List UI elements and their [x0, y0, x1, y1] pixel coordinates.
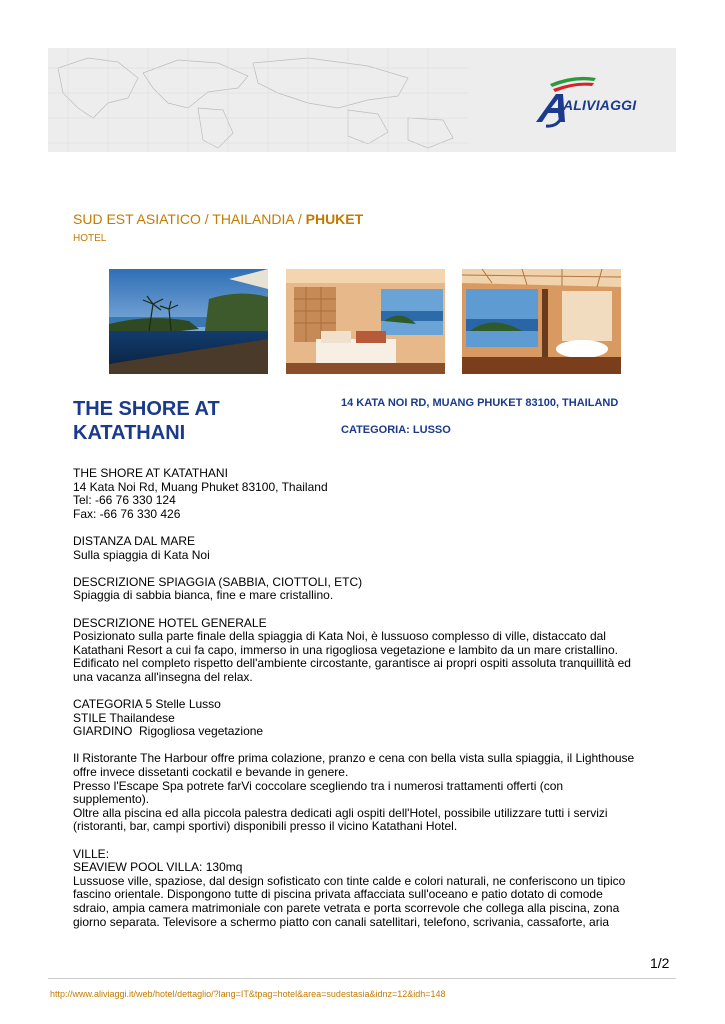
- descrizione-line: DESCRIZIONE HOTEL GENERALE: [73, 615, 267, 630]
- ville-line: giorno separata. Televisore a schermo piatto con canali satellitari, telefono, scrivania, cassaforte, aria: [73, 914, 610, 929]
- distanza-line: DISTANZA DAL MARE: [73, 533, 196, 548]
- breadcrumb-current: PHUKET: [305, 211, 364, 227]
- servizi-line: supplemento).: [73, 792, 150, 807]
- servizi-line: Oltre alla piscina ed alla piccola palestra dedicati agli ospiti dell'Hotel, possibile utilizzare tutti i servizi: [73, 805, 608, 820]
- contact-line: Tel: -66 76 330 124: [73, 493, 176, 508]
- breadcrumb-subcategory: HOTEL: [73, 233, 107, 244]
- hotel-name-title: THE SHORE AT KATATHANI: [73, 398, 220, 444]
- ville-block: [73, 848, 663, 930]
- world-map-graphic: [48, 48, 468, 152]
- servizi-line: Il Ristorante The Harbour offre prima colazione, pranzo e cena con bella vista sulla spiaggia, il Lighthouse: [73, 751, 635, 766]
- contact-line: 14 Kata Noi Rd, Muang Phuket 83100, Thailand: [73, 479, 328, 494]
- footer-url-link[interactable]: http://www.aliviaggi.it/web/hotel/dettaglio/?lang=IT&tpag=hotel&area=sudestasia&idnz=12&idh=148: [50, 989, 446, 999]
- servizi-line: (ristoranti, bar, campi sportivi) disponibili presso il vicino Katathani Hotel.: [73, 819, 458, 834]
- hotel-photo-pool[interactable]: [109, 269, 268, 374]
- categoria-line: CATEGORIA 5 Stelle Lusso: [73, 697, 221, 712]
- descrizione-line: Katathani Resort a cui fa capo, immerso in una rigogliosa vegetazione e lambito da un mare cristallino.: [73, 642, 618, 657]
- ville-line: Lussuose ville, spaziose, dal design sofisticato con tinte calde e colori naturali, ne conferiscono un tipico: [73, 873, 626, 888]
- page-number: 1/2: [650, 955, 670, 971]
- ville-line: sdraio, ampia camera matrimoniale con parete vetrata e porta scorrevole che collega alla piscina, zona: [73, 901, 620, 915]
- contact-block: [73, 467, 663, 521]
- servizi-block: [73, 752, 663, 834]
- descrizione-line: Edificato nel completo rispetto dell'ambiente circostante, garantisce ai propri ospiti assoluta tranquillità ed: [73, 656, 631, 671]
- descrizione-block: [73, 617, 663, 685]
- spiaggia-block: [73, 576, 663, 603]
- descrizione-line: Posizionato sulla parte finale della spiaggia di Kata Noi, è lussuoso complesso di ville, distaccato dal: [73, 629, 606, 644]
- logo-text: ALIVIAGGI: [563, 97, 637, 113]
- breadcrumb-path[interactable]: SUD EST ASIATICO / THAILANDIA /: [73, 211, 306, 227]
- hotel-description-body: [73, 467, 663, 943]
- servizi-line: offre invece dissetanti cockatil e bevande in genere.: [73, 765, 349, 780]
- spiaggia-line: DESCRIZIONE SPIAGGIA (SABBIA, CIOTTOLI, ETC): [73, 574, 363, 589]
- categoria-line: GIARDINO Rigogliosa vegetazione: [73, 724, 264, 739]
- descrizione-line: una vacanza all'insegna del relax.: [73, 669, 253, 684]
- hotel-category: CATEGORIA: LUSSO: [341, 424, 451, 436]
- contact-line: THE SHORE AT KATATHANI: [73, 466, 228, 480]
- categoria-line: STILE Thailandese: [73, 710, 175, 725]
- spiaggia-line: Spiaggia di sabbia bianca, fine e mare cristallino.: [73, 588, 334, 603]
- breadcrumb: [73, 211, 363, 227]
- categoria-block: [73, 698, 663, 739]
- ville-line: SEAVIEW POOL VILLA: 130mq: [73, 860, 243, 875]
- distanza-line: Sulla spiaggia di Kata Noi: [73, 547, 210, 562]
- ville-line: fascino orientale. Dispongono tutte di piscina privata affacciata sull'oceano e patio dotato di comode: [73, 887, 603, 902]
- servizi-line: Presso l'Escape Spa potrete farVi coccolare scegliendo tra i numerosi trattamenti offerti (con: [73, 778, 564, 793]
- hotel-photo-bedroom[interactable]: [286, 269, 445, 374]
- footer-divider: [48, 978, 676, 979]
- hotel-address: 14 KATA NOI RD, MUANG PHUKET 83100, THAILAND: [341, 397, 619, 409]
- distanza-block: [73, 535, 663, 562]
- contact-line: Fax: -66 76 330 426: [73, 506, 181, 521]
- hotel-photo-bathroom[interactable]: [462, 269, 621, 374]
- ville-line: VILLE:: [73, 846, 110, 861]
